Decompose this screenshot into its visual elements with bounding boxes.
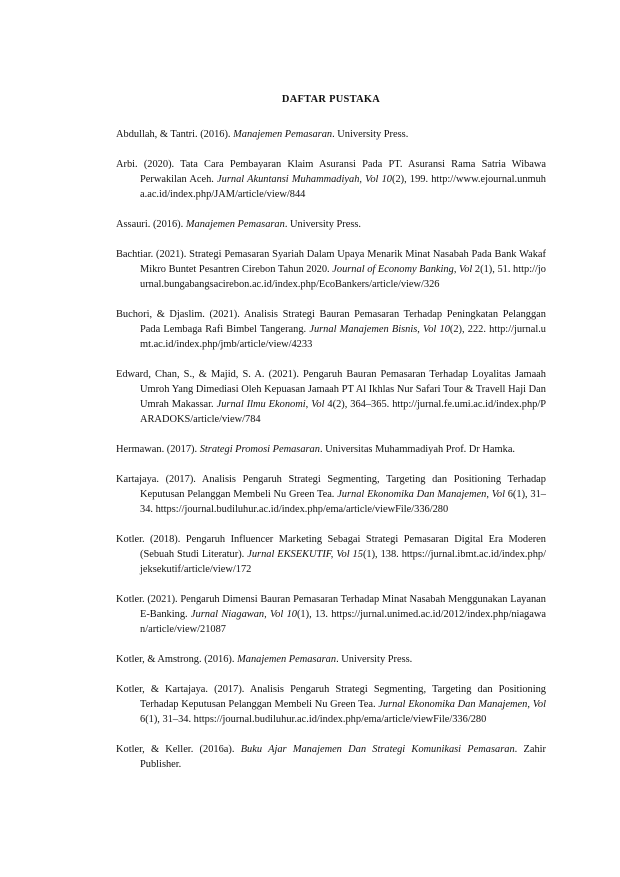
- reference-entry: [116, 742, 546, 772]
- reference-text: ,: [417, 324, 424, 335]
- reference-entry: [116, 157, 546, 202]
- reference-text: Assauri. (2016).: [116, 219, 186, 230]
- reference-text: (2), 199. http://www.ejournal.unmuha.ac.id/index.php/JAM/article/view/844: [140, 174, 546, 200]
- reference-entry: [116, 532, 546, 577]
- reference-text: Kotler. (2018). Pengaruh Influencer Marketing Sebagai Strategi Pemasaran Digital Era Moderen (Sebuah Studi Literatur).: [116, 534, 546, 560]
- reference-text: . University Press.: [332, 129, 409, 140]
- reference-entry: [116, 592, 546, 637]
- reference-italic-text: Jurnal Ekonomika Dan Manajemen: [378, 699, 528, 710]
- reference-text: 2(1), 51. http://journal.bungabangsacirebon.ac.id/index.php/EcoBankers/article/view/326: [140, 264, 546, 290]
- reference-text: Abdullah, & Tantri. (2016).: [116, 129, 234, 140]
- reference-italic-text: Jurnal Akuntansi Muhammadiyah, Vol 10: [217, 174, 392, 185]
- reference-entry: [116, 472, 546, 517]
- reference-text: ,: [305, 399, 312, 410]
- reference-text: (1), 13. https://jurnal.unimed.ac.id/2012/index.php/niagawan/article/view/21087: [140, 609, 546, 635]
- reference-italic-text: Jurnal Manajemen Bisnis: [309, 324, 418, 335]
- reference-italic-text: Jurnal EKSEKUTIF, Vol 15: [247, 549, 363, 560]
- reference-italic-text: Buku Ajar Manajemen Dan Strategi Komunikasi Pemasaran: [240, 744, 515, 755]
- reference-italic-text: Vol: [459, 264, 473, 275]
- page-title: DAFTAR PUSTAKA: [281, 94, 381, 105]
- reference-text: ,: [527, 699, 533, 710]
- reference-italic-text: Manajemen Pemasaran: [185, 219, 285, 230]
- reference-text: . Zahir Publisher.: [140, 744, 547, 770]
- reference-entry: [116, 307, 546, 352]
- reference-text: Bachtiar. (2021). Strategi Pemasaran Syariah Dalam Upaya Menarik Minat Nasabah Pada Bank Wakaf Mikro Buntet Pesantren Cirebon Tahun 2020.: [116, 249, 546, 275]
- reference-entry: [116, 247, 546, 292]
- reference-text: . Universitas Muhammadiyah Prof. Dr Hamka.: [319, 444, 516, 455]
- reference-text: Kotler, & Kartajaya. (2017). Analisis Pengaruh Strategi Segmenting, Targeting dan Positioning Terhadap Keputusan Pelanggan Membeli Nu Green Tea.: [116, 684, 546, 710]
- reference-text: (1), 138. https://jurnal.ibmt.ac.id/index.php/jeksekutif/article/view/172: [140, 549, 547, 575]
- reference-italic-text: Vol: [311, 399, 325, 410]
- reference-italic-text: Vol: [491, 489, 505, 500]
- reference-entry: [116, 682, 546, 727]
- reference-text: . University Press.: [284, 219, 362, 230]
- reference-text: Kotler, & Keller. (2016a).: [116, 744, 241, 755]
- reference-text: Kotler, & Amstrong. (2016).: [116, 654, 238, 665]
- reference-text: Hermawan. (2017).: [116, 444, 200, 455]
- reference-list: [116, 127, 546, 772]
- reference-italic-text: Strategi Promosi Pemasaran: [199, 444, 320, 455]
- reference-text: 4(2), 364–365. http://jurnal.fe.umi.ac.id/index.php/PARADOKS/article/view/784: [140, 399, 547, 425]
- reference-italic-text: Vol 10: [423, 324, 450, 335]
- reference-text: (2), 222. http://jurnal.umt.ac.id/index.php/jmb/article/view/4233: [140, 324, 546, 350]
- reference-text: Arbi. (2020). Tata Cara Pembayaran Klaim Asuransi Pada PT. Asuransi Rama Satria Wibawa Perwakilan Aceh.: [116, 159, 546, 185]
- reference-entry: [116, 652, 546, 667]
- reference-text: 6(1), 31–34. https://journal.budiluhur.ac.id/index.php/ema/article/viewFile/336/280: [140, 714, 487, 725]
- reference-entry: [116, 442, 546, 457]
- reference-italic-text: Journal of Economy Banking: [332, 264, 454, 275]
- reference-italic-text: Manajemen Pemasaran: [233, 129, 333, 140]
- reference-entry: [116, 217, 546, 232]
- reference-text: Kotler. (2021). Pengaruh Dimensi Bauran Pemasaran Terhadap Minat Nasabah Menggunakan Layanan E-Banking.: [116, 594, 546, 620]
- reference-italic-text: Vol: [532, 699, 547, 710]
- reference-text: ,: [486, 489, 492, 500]
- reference-text: ,: [453, 264, 460, 275]
- reference-text: Kartajaya. (2017). Analisis Pengaruh Strategi Segmenting, Targeting dan Positioning Terhadap Keputusan Pelanggan Membeli Nu Green Tea.: [116, 474, 546, 500]
- reference-text: . University Press.: [336, 654, 413, 665]
- reference-italic-text: Manajemen Pemasaran: [237, 654, 337, 665]
- reference-text: 6(1), 31–34. https://journal.budiluhur.ac.id/index.php/ema/article/viewFile/336/280: [140, 489, 546, 515]
- reference-text: Edward, Chan, S., & Majid, S. A. (2021). Pengaruh Bauran Pemasaran Terhadap Loyalitas Jamaah Umroh Yang Dimediasi Oleh Kepuasan Jamaah PT Al Ikhlas Nur Safari Tour & Travell Haji Dan Umrah Makassar.: [116, 369, 546, 410]
- reference-italic-text: Jurnal Ekonomika Dan Manajemen: [337, 489, 487, 500]
- reference-entry: [116, 367, 546, 427]
- reference-italic-text: Jurnal Ilmu Ekonomi: [216, 399, 306, 410]
- reference-entry: [116, 127, 546, 142]
- reference-text: Buchori, & Djaslim. (2021). Analisis Strategi Bauran Pemasaran Terhadap Peningkatan Pelanggan Pada Lembaga Rafi Bimbel Tangerang.: [116, 309, 546, 335]
- reference-italic-text: Jurnal Niagawan, Vol 10: [190, 609, 297, 620]
